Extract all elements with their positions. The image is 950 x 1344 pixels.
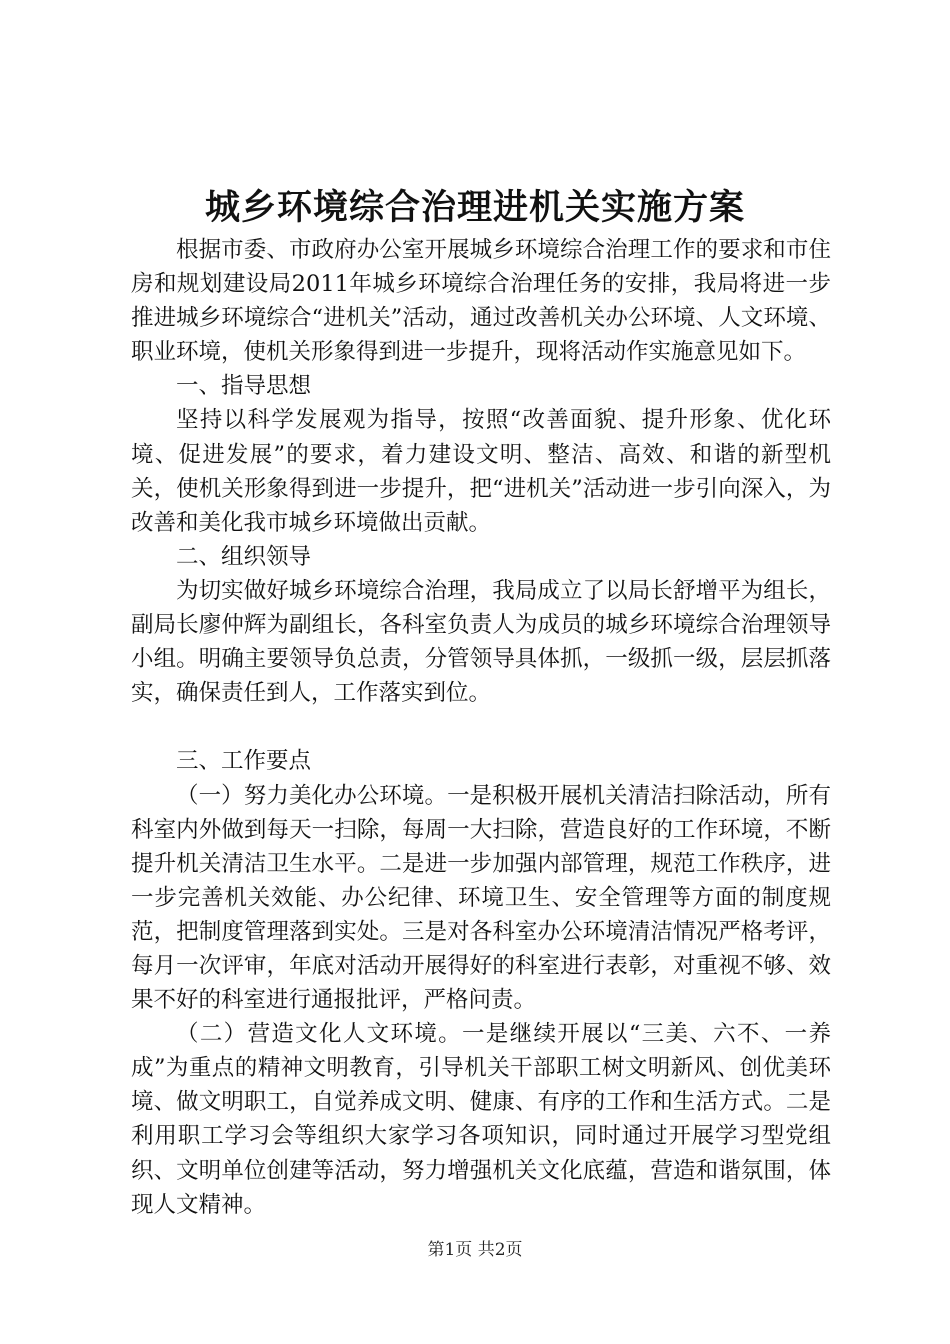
document-body [131, 233, 831, 1222]
section-paragraph: 坚持以科学发展观为指导，按照“改善面貌、提升形象、优化环境、促进发展”的要求，着力建设文明、整洁、高效、和谐的新型机关，使机关形象得到进一步提升，把“进机关”活动进一步引向深入，为改善和美化我市城乡环境做出贡献。 [131, 407, 831, 536]
section-paragraph: （一）努力美化办公环境。一是积极开展机关清洁扫除活动，所有科室内外做到每天一扫除，每周一大扫除，营造良好的工作环境，不断提升机关清洁卫生水平。二是进一步加强内部管理，规范工作秩序，进一步完善机关效能、办公纪律、环境卫生、安全管理等方面的制度规范，把制度管理落到实处。三是对各科室办公环境清洁情况严格考评，每月一次评审，年底对活动开展得好的科室进行表彰，对重视不够、效果不好的科室进行通报批评，严格问责。 [131, 782, 831, 1014]
section-heading-work-points: 三、工作要点 [176, 748, 312, 775]
section-paragraph: （二）营造文化人文环境。一是继续开展以“三美、六不、一养成”为重点的精神文明教育，引导机关干部职工树文明新风、创优美环境、做文明职工，自觉养成文明、健康、有序的工作和生活方式。二是利用职工学习会等组织大家学习各项知识，同时通过开展学习型党组织、文明单位创建等活动，努力增强机关文化底蕴，营造和谐氛围，体现人文精神。 [131, 1021, 831, 1218]
section-heading-organization: 二、组织领导 [176, 543, 312, 570]
section-paragraph: 为切实做好城乡环境综合治理，我局成立了以局长舒增平为组长，副局长廖仲辉为副组长，各科室负责人为成员的城乡环境综合治理领导小组。明确主要领导负总责，分管领导具体抓，一级抓一级，层层抓落实，确保责任到人，工作落实到位。 [131, 577, 831, 707]
blank-line [131, 710, 831, 744]
page-number-footer: 第1页 共2页 [427, 1240, 523, 1260]
document-title: 城乡环境综合治理进机关实施方案 [204, 188, 745, 228]
intro-paragraph: 根据市委、市政府办公室开展城乡环境综合治理工作的要求和市住房和规划建设局2011年城乡环境综合治理任务的安排，我局将进一步推进城乡环境综合“进机关”活动，通过改善机关办公环境、人文环境、职业环境，使机关形象得到进一步提升，现将活动作实施意见如下。 [131, 237, 831, 366]
section-heading-guiding-ideology: 一、指导思想 [176, 373, 312, 400]
